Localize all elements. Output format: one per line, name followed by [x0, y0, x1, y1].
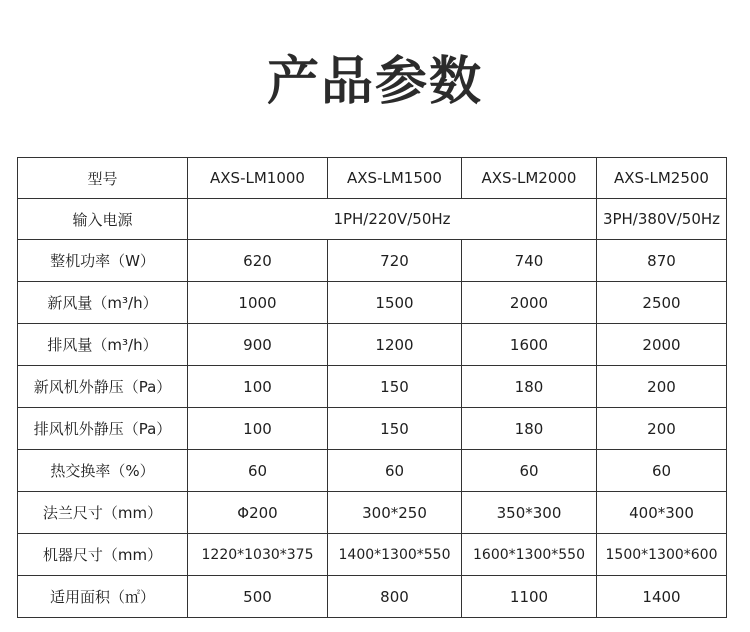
power-last-cell: 3PH/380V/50Hz — [597, 199, 727, 240]
value-cell: 350*300 — [462, 492, 597, 534]
value-cell: 500 — [188, 576, 328, 618]
value-cell: 1100 — [462, 576, 597, 618]
value-cell: 100 — [188, 366, 328, 408]
table-header-row — [18, 158, 727, 199]
value-cell: 200 — [597, 366, 727, 408]
model-cell: AXS-LM1500 — [328, 158, 462, 199]
table-row — [18, 366, 727, 408]
value-cell: 200 — [597, 408, 727, 450]
table-row — [18, 492, 727, 534]
value-cell: 180 — [462, 408, 597, 450]
value-cell: 1220*1030*375 — [188, 534, 328, 576]
model-cell: AXS-LM2000 — [462, 158, 597, 199]
table-row — [18, 282, 727, 324]
value-cell: 1200 — [328, 324, 462, 366]
table-row — [18, 324, 727, 366]
value-cell: 1600*1300*550 — [462, 534, 597, 576]
power-shared-cell: 1PH/220V/50Hz — [188, 199, 597, 240]
row-label-cell: 新风量（m³/h） — [18, 282, 188, 324]
table-row — [18, 576, 727, 618]
value-cell: 2000 — [462, 282, 597, 324]
row-label-cell: 排风机外静压（Pa） — [18, 408, 188, 450]
value-cell: 60 — [188, 450, 328, 492]
value-cell: 60 — [597, 450, 727, 492]
header-label-cell: 型号 — [18, 158, 188, 199]
value-cell: 60 — [462, 450, 597, 492]
model-cell: AXS-LM2500 — [597, 158, 727, 199]
value-cell: 900 — [188, 324, 328, 366]
model-cell: AXS-LM1000 — [188, 158, 328, 199]
spec-table — [17, 157, 727, 618]
value-cell: 1500 — [328, 282, 462, 324]
value-cell: 180 — [462, 366, 597, 408]
value-cell: 1600 — [462, 324, 597, 366]
row-label-cell: 整机功率（W） — [18, 240, 188, 282]
value-cell: 1400 — [597, 576, 727, 618]
value-cell: 2000 — [597, 324, 727, 366]
value-cell: 150 — [328, 366, 462, 408]
value-cell: 300*250 — [328, 492, 462, 534]
row-label-cell: 输入电源 — [18, 199, 188, 240]
row-label-cell: 热交换率（%） — [18, 450, 188, 492]
value-cell: 60 — [328, 450, 462, 492]
table-row — [18, 534, 727, 576]
value-cell: 620 — [188, 240, 328, 282]
row-label-cell: 法兰尺寸（mm） — [18, 492, 188, 534]
value-cell: 1400*1300*550 — [328, 534, 462, 576]
value-cell: 870 — [597, 240, 727, 282]
row-label-cell: 机器尺寸（mm） — [18, 534, 188, 576]
page-title: 产品参数 — [266, 52, 483, 112]
value-cell: 400*300 — [597, 492, 727, 534]
value-cell: 740 — [462, 240, 597, 282]
value-cell: 1500*1300*600 — [597, 534, 727, 576]
table-row — [18, 240, 727, 282]
value-cell: 1000 — [188, 282, 328, 324]
table-row-power — [18, 199, 727, 240]
value-cell: 150 — [328, 408, 462, 450]
row-label-cell: 新风机外静压（Pa） — [18, 366, 188, 408]
value-cell: 800 — [328, 576, 462, 618]
value-cell: 100 — [188, 408, 328, 450]
table-row — [18, 408, 727, 450]
row-label-cell: 排风量（m³/h） — [18, 324, 188, 366]
value-cell: Φ200 — [188, 492, 328, 534]
table-row — [18, 450, 727, 492]
value-cell: 2500 — [597, 282, 727, 324]
row-label-cell: 适用面积（㎡） — [18, 576, 188, 618]
value-cell: 720 — [328, 240, 462, 282]
